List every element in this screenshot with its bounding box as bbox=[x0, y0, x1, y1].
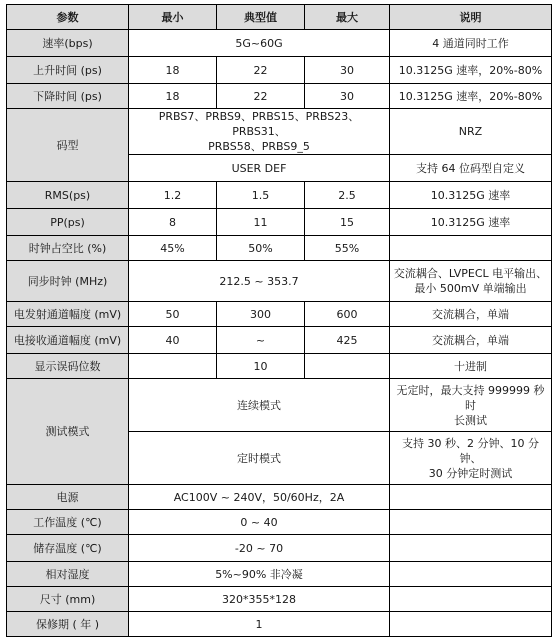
warranty-value: 1 bbox=[129, 612, 390, 637]
row-fall bbox=[7, 84, 552, 109]
pattern-user-note: 支持 64 位码型自定义 bbox=[390, 155, 552, 182]
row-pattern-prbs bbox=[7, 109, 552, 155]
err-digits-min bbox=[129, 354, 217, 379]
continuous-note-line2: 长测试 bbox=[454, 413, 487, 427]
header-min: 最小 bbox=[129, 5, 217, 30]
tx-amp-min: 50 bbox=[129, 302, 217, 327]
row-tx-amp bbox=[7, 302, 552, 327]
pp-typ: 11 bbox=[217, 209, 305, 236]
pp-max: 15 bbox=[305, 209, 390, 236]
rate-label: 速率(bps) bbox=[7, 30, 129, 57]
pattern-prbs-line1: PRBS7、PRBS9、PRBS15、PRBS23、PRBS31、 bbox=[158, 110, 360, 138]
row-duty bbox=[7, 236, 552, 261]
tx-amp-label: 电发射通道幅度 (mV) bbox=[7, 302, 129, 327]
duty-max: 55% bbox=[305, 236, 390, 261]
pattern-prbs-line2: PRBS58、PRBS9_5 bbox=[208, 140, 310, 153]
pattern-prbs-note: NRZ bbox=[390, 109, 552, 155]
humidity-label: 相对湿度 bbox=[7, 562, 129, 587]
rms-min: 1.2 bbox=[129, 182, 217, 209]
pattern-prbs bbox=[129, 109, 390, 155]
row-store-temp bbox=[7, 535, 552, 562]
fall-typ: 22 bbox=[217, 84, 305, 109]
humidity-value: 5%~90% 非冷凝 bbox=[129, 562, 390, 587]
rise-typ: 22 bbox=[217, 57, 305, 84]
op-temp-note bbox=[390, 510, 552, 535]
header-row bbox=[7, 5, 552, 30]
fall-max: 30 bbox=[305, 84, 390, 109]
fall-label: 下降时间 (ps) bbox=[7, 84, 129, 109]
rise-note: 10.3125G 速率，20%-80% bbox=[390, 57, 552, 84]
duty-note bbox=[390, 236, 552, 261]
op-temp-label: 工作温度 (℃) bbox=[7, 510, 129, 535]
duty-min: 45% bbox=[129, 236, 217, 261]
rms-note: 10.3125G 速率 bbox=[390, 182, 552, 209]
tx-amp-max: 600 bbox=[305, 302, 390, 327]
sync-label: 同步时钟 (MHz) bbox=[7, 261, 129, 302]
sync-note bbox=[390, 261, 552, 302]
header-typ: 典型值 bbox=[217, 5, 305, 30]
row-op-temp bbox=[7, 510, 552, 535]
err-digits-label: 显示误码位数 bbox=[7, 354, 129, 379]
rise-min: 18 bbox=[129, 57, 217, 84]
row-size bbox=[7, 587, 552, 612]
power-note bbox=[390, 485, 552, 510]
row-test-continuous bbox=[7, 379, 552, 432]
power-label: 电源 bbox=[7, 485, 129, 510]
rise-label: 上升时间 (ps) bbox=[7, 57, 129, 84]
rise-max: 30 bbox=[305, 57, 390, 84]
err-digits-note: 十进制 bbox=[390, 354, 552, 379]
pp-label: PP(ps) bbox=[7, 209, 129, 236]
rms-label: RMS(ps) bbox=[7, 182, 129, 209]
pp-min: 8 bbox=[129, 209, 217, 236]
rate-value: 5G~60G bbox=[129, 30, 390, 57]
sync-value: 212.5 ~ 353.7 bbox=[129, 261, 390, 302]
fall-note: 10.3125G 速率，20%-80% bbox=[390, 84, 552, 109]
row-rx-amp bbox=[7, 327, 552, 354]
tx-amp-note: 交流耦合，单端 bbox=[390, 302, 552, 327]
err-digits-max bbox=[305, 354, 390, 379]
err-digits-typ: 10 bbox=[217, 354, 305, 379]
row-pp bbox=[7, 209, 552, 236]
rx-amp-note: 交流耦合，单端 bbox=[390, 327, 552, 354]
test-mode-timed-note bbox=[390, 432, 552, 485]
spec-table bbox=[6, 4, 552, 637]
row-rate bbox=[7, 30, 552, 57]
rms-typ: 1.5 bbox=[217, 182, 305, 209]
tx-amp-typ: 300 bbox=[217, 302, 305, 327]
rx-amp-min: 40 bbox=[129, 327, 217, 354]
row-sync bbox=[7, 261, 552, 302]
rx-amp-label: 电接收通道幅度 (mV) bbox=[7, 327, 129, 354]
test-mode-continuous-note bbox=[390, 379, 552, 432]
store-temp-value: -20 ~ 70 bbox=[129, 535, 390, 562]
fall-min: 18 bbox=[129, 84, 217, 109]
humidity-note bbox=[390, 562, 552, 587]
row-warranty bbox=[7, 612, 552, 637]
row-humidity bbox=[7, 562, 552, 587]
test-mode-continuous: 连续模式 bbox=[129, 379, 390, 432]
header-note: 说明 bbox=[390, 5, 552, 30]
op-temp-value: 0 ~ 40 bbox=[129, 510, 390, 535]
store-temp-label: 储存温度 (℃) bbox=[7, 535, 129, 562]
row-rise bbox=[7, 57, 552, 84]
duty-typ: 50% bbox=[217, 236, 305, 261]
row-power bbox=[7, 485, 552, 510]
sync-note-line1: 交流耦合、LVPECL 电平输出、 bbox=[393, 267, 548, 280]
pp-note: 10.3125G 速率 bbox=[390, 209, 552, 236]
warranty-note bbox=[390, 612, 552, 637]
size-label: 尺寸 (mm) bbox=[7, 587, 129, 612]
rate-note: 4 通道同时工作 bbox=[390, 30, 552, 57]
store-temp-note bbox=[390, 535, 552, 562]
row-rms bbox=[7, 182, 552, 209]
rx-amp-max: 425 bbox=[305, 327, 390, 354]
timed-note-line1: 支持 30 秒、2 分钟、10 分钟、 bbox=[402, 436, 539, 465]
warranty-label: 保修期 ( 年 ) bbox=[7, 612, 129, 637]
timed-note-line2: 30 分钟定时测试 bbox=[428, 466, 513, 480]
sync-note-line2: 最小 500mV 单端输出 bbox=[414, 282, 527, 295]
duty-label: 时钟占空比 (%) bbox=[7, 236, 129, 261]
test-mode-timed: 定时模式 bbox=[129, 432, 390, 485]
continuous-note-line1: 无定时，最大支持 999999 秒时 bbox=[396, 383, 545, 412]
test-mode-label: 测试模式 bbox=[7, 379, 129, 485]
rx-amp-typ: ~ bbox=[217, 327, 305, 354]
rms-max: 2.5 bbox=[305, 182, 390, 209]
header-max: 最大 bbox=[305, 5, 390, 30]
power-value: AC100V ~ 240V，50/60Hz，2A bbox=[129, 485, 390, 510]
size-note bbox=[390, 587, 552, 612]
pattern-user: USER DEF bbox=[129, 155, 390, 182]
row-err-digits bbox=[7, 354, 552, 379]
header-param: 参数 bbox=[7, 5, 129, 30]
pattern-label: 码型 bbox=[7, 109, 129, 182]
size-value: 320*355*128 bbox=[129, 587, 390, 612]
